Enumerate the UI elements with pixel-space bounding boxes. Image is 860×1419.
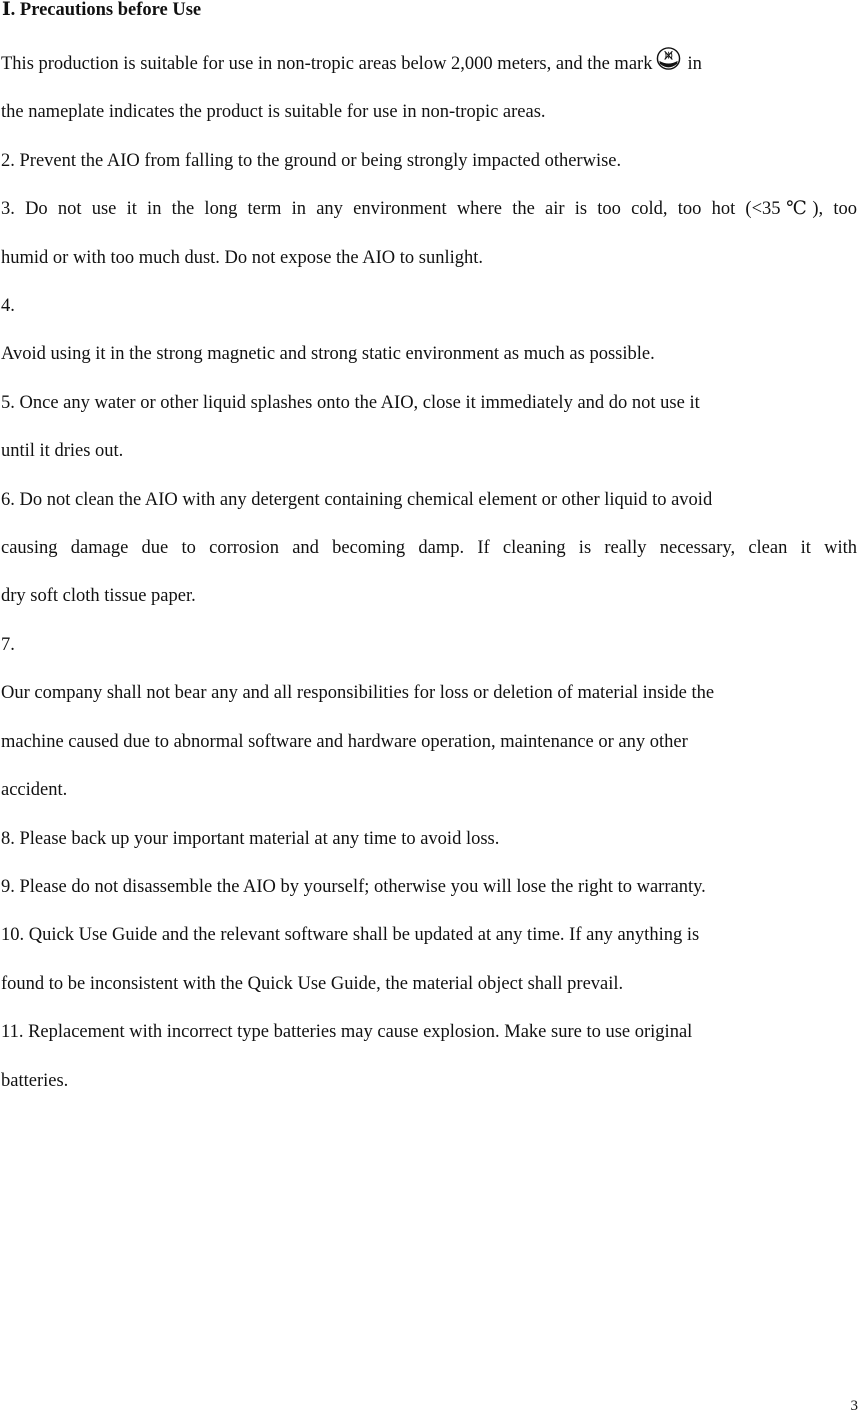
precaution-item-5: [1, 379, 857, 476]
precaution-4-line-1: Avoid using it in the strong magnetic and strong static environment as much as possible.: [1, 344, 655, 365]
precaution-1-text-before-mark: This production is suitable for use in non-tropic areas below 2,000 meters, and the mark: [1, 54, 653, 74]
precaution-7-line-2: machine caused due to abnormal software and hardware operation, maintenance or any other: [1, 731, 688, 752]
precaution-item-11: [1, 1008, 857, 1105]
precaution-item-1: [1, 40, 857, 137]
precaution-2-line-1: 2. Prevent the AIO from falling to the ground or being strongly impacted otherwise.: [1, 150, 622, 171]
precaution-5-line-2: until it dries out.: [1, 441, 124, 462]
precaution-item-3: [1, 185, 857, 282]
precaution-item-10: [1, 911, 857, 1008]
precaution-10-line-1: 10. Quick Use Guide and the relevant software shall be updated at any time. If any anything is: [1, 925, 700, 946]
precaution-11-line-1: 11. Replacement with incorrect type batteries may cause explosion. Make sure to use original: [1, 1022, 693, 1043]
precaution-item-2: [1, 137, 857, 185]
precaution-1-line-1: [1, 40, 857, 88]
section-heading: Ⅰ. Precautions before Use: [2, 0, 202, 20]
precaution-item-6: [1, 476, 857, 621]
precaution-7-number: 7.: [1, 634, 15, 655]
precaution-4-number: 4.: [1, 296, 15, 317]
precaution-5-line-1: 5. Once any water or other liquid splashes onto the AIO, close it immediately and do not use it: [1, 392, 700, 413]
precaution-1-text-after-mark: in: [687, 54, 702, 74]
precaution-9-line-1: 9. Please do not disassemble the AIO by yourself; otherwise you will lose the right to warranty.: [1, 876, 706, 897]
precaution-3-line-2: humid or with too much dust. Do not expose the AIO to sunlight.: [1, 247, 484, 268]
precaution-8-line-1: 8. Please back up your important material at any time to avoid loss.: [1, 828, 500, 849]
precautions-body: [1, 40, 857, 1105]
precaution-7-line-3: accident.: [1, 780, 68, 801]
precaution-6-line-2: causing damage due to corrosion and becoming damp. If cleaning is really necessary, clean it with: [1, 538, 857, 559]
precaution-1-line-2: the nameplate indicates the product is suitable for use in non-tropic areas.: [1, 102, 546, 123]
precaution-item-9: [1, 863, 857, 911]
page-number: 3: [850, 1398, 858, 1414]
precaution-7-line-1: Our company shall not bear any and all responsibilities for loss or deletion of material inside the: [1, 683, 715, 704]
precaution-item-4: [1, 282, 857, 379]
non-tropic-mark-icon: [656, 46, 681, 71]
precaution-10-line-2: found to be inconsistent with the Quick Use Guide, the material object shall prevail.: [1, 973, 624, 994]
precaution-3-line-1: 3. Do not use it in the long term in any environment where the air is too cold, too hot (<35℃), too: [1, 199, 857, 220]
precaution-6-line-1: 6. Do not clean the AIO with any detergent containing chemical element or other liquid to avoid: [1, 489, 713, 510]
precaution-6-line-3: dry soft cloth tissue paper.: [1, 586, 196, 607]
precaution-11-line-2: batteries.: [1, 1070, 69, 1091]
precaution-item-8: [1, 815, 857, 863]
precaution-item-7: [1, 621, 857, 815]
